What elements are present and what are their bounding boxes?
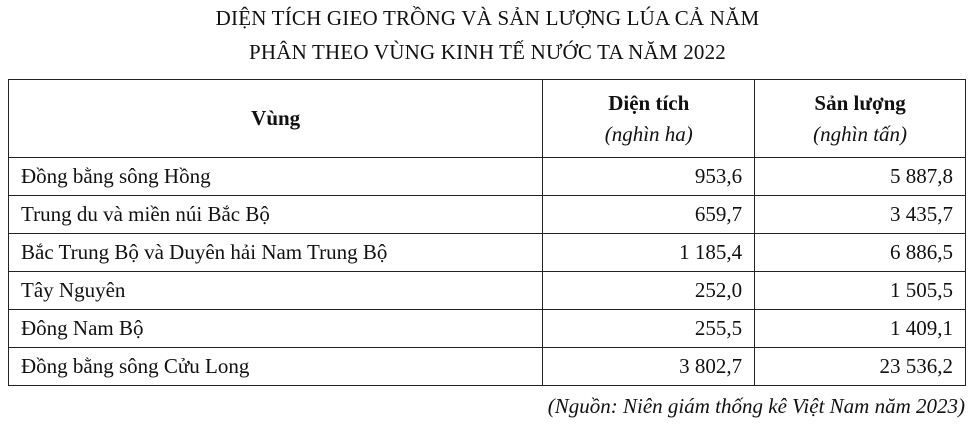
header-area bbox=[543, 80, 755, 158]
output-cell: 5 887,8 bbox=[755, 158, 966, 196]
table-title-line-1: DIỆN TÍCH GIEO TRỒNG VÀ SẢN LƯỢNG LÚA CẢ NĂM bbox=[215, 6, 760, 30]
region-cell: Trung du và miền núi Bắc Bộ bbox=[9, 196, 543, 234]
region-cell: Đông Nam Bộ bbox=[9, 310, 543, 348]
header-region bbox=[9, 80, 543, 158]
table-row bbox=[9, 158, 966, 196]
header-area-unit: (nghìn ha) bbox=[604, 121, 693, 146]
area-cell: 3 802,7 bbox=[543, 348, 755, 386]
region-cell: Đồng bằng sông Cửu Long bbox=[9, 348, 543, 386]
source-note: (Nguồn: Niên giám thống kê Việt Nam năm 2023) bbox=[547, 394, 965, 418]
header-area-label: Diện tích bbox=[608, 90, 690, 115]
header-region-label: Vùng bbox=[251, 106, 301, 130]
table-row bbox=[9, 310, 966, 348]
header-output-unit: (nghìn tấn) bbox=[813, 121, 908, 146]
area-cell: 1 185,4 bbox=[543, 234, 755, 272]
area-cell: 953,6 bbox=[543, 158, 755, 196]
output-cell: 6 886,5 bbox=[755, 234, 966, 272]
table-row bbox=[9, 234, 966, 272]
table-title-line-2: PHÂN THEO VÙNG KINH TẾ NƯỚC TA NĂM 2022 bbox=[248, 40, 727, 64]
output-cell: 1 409,1 bbox=[755, 310, 966, 348]
table-row bbox=[9, 196, 966, 234]
region-cell: Bắc Trung Bộ và Duyên hải Nam Trung Bộ bbox=[9, 234, 543, 272]
area-cell: 252,0 bbox=[543, 272, 755, 310]
header-output bbox=[755, 80, 966, 158]
output-cell: 23 536,2 bbox=[755, 348, 966, 386]
rice-data-table bbox=[8, 79, 966, 386]
table-row bbox=[9, 348, 966, 386]
region-cell: Đồng bằng sông Hồng bbox=[9, 158, 543, 196]
header-row bbox=[9, 80, 966, 158]
table-row bbox=[9, 272, 966, 310]
header-output-label: Sản lượng bbox=[814, 90, 906, 115]
output-cell: 3 435,7 bbox=[755, 196, 966, 234]
area-cell: 659,7 bbox=[543, 196, 755, 234]
region-cell: Tây Nguyên bbox=[9, 272, 543, 310]
output-cell: 1 505,5 bbox=[755, 272, 966, 310]
area-cell: 255,5 bbox=[543, 310, 755, 348]
